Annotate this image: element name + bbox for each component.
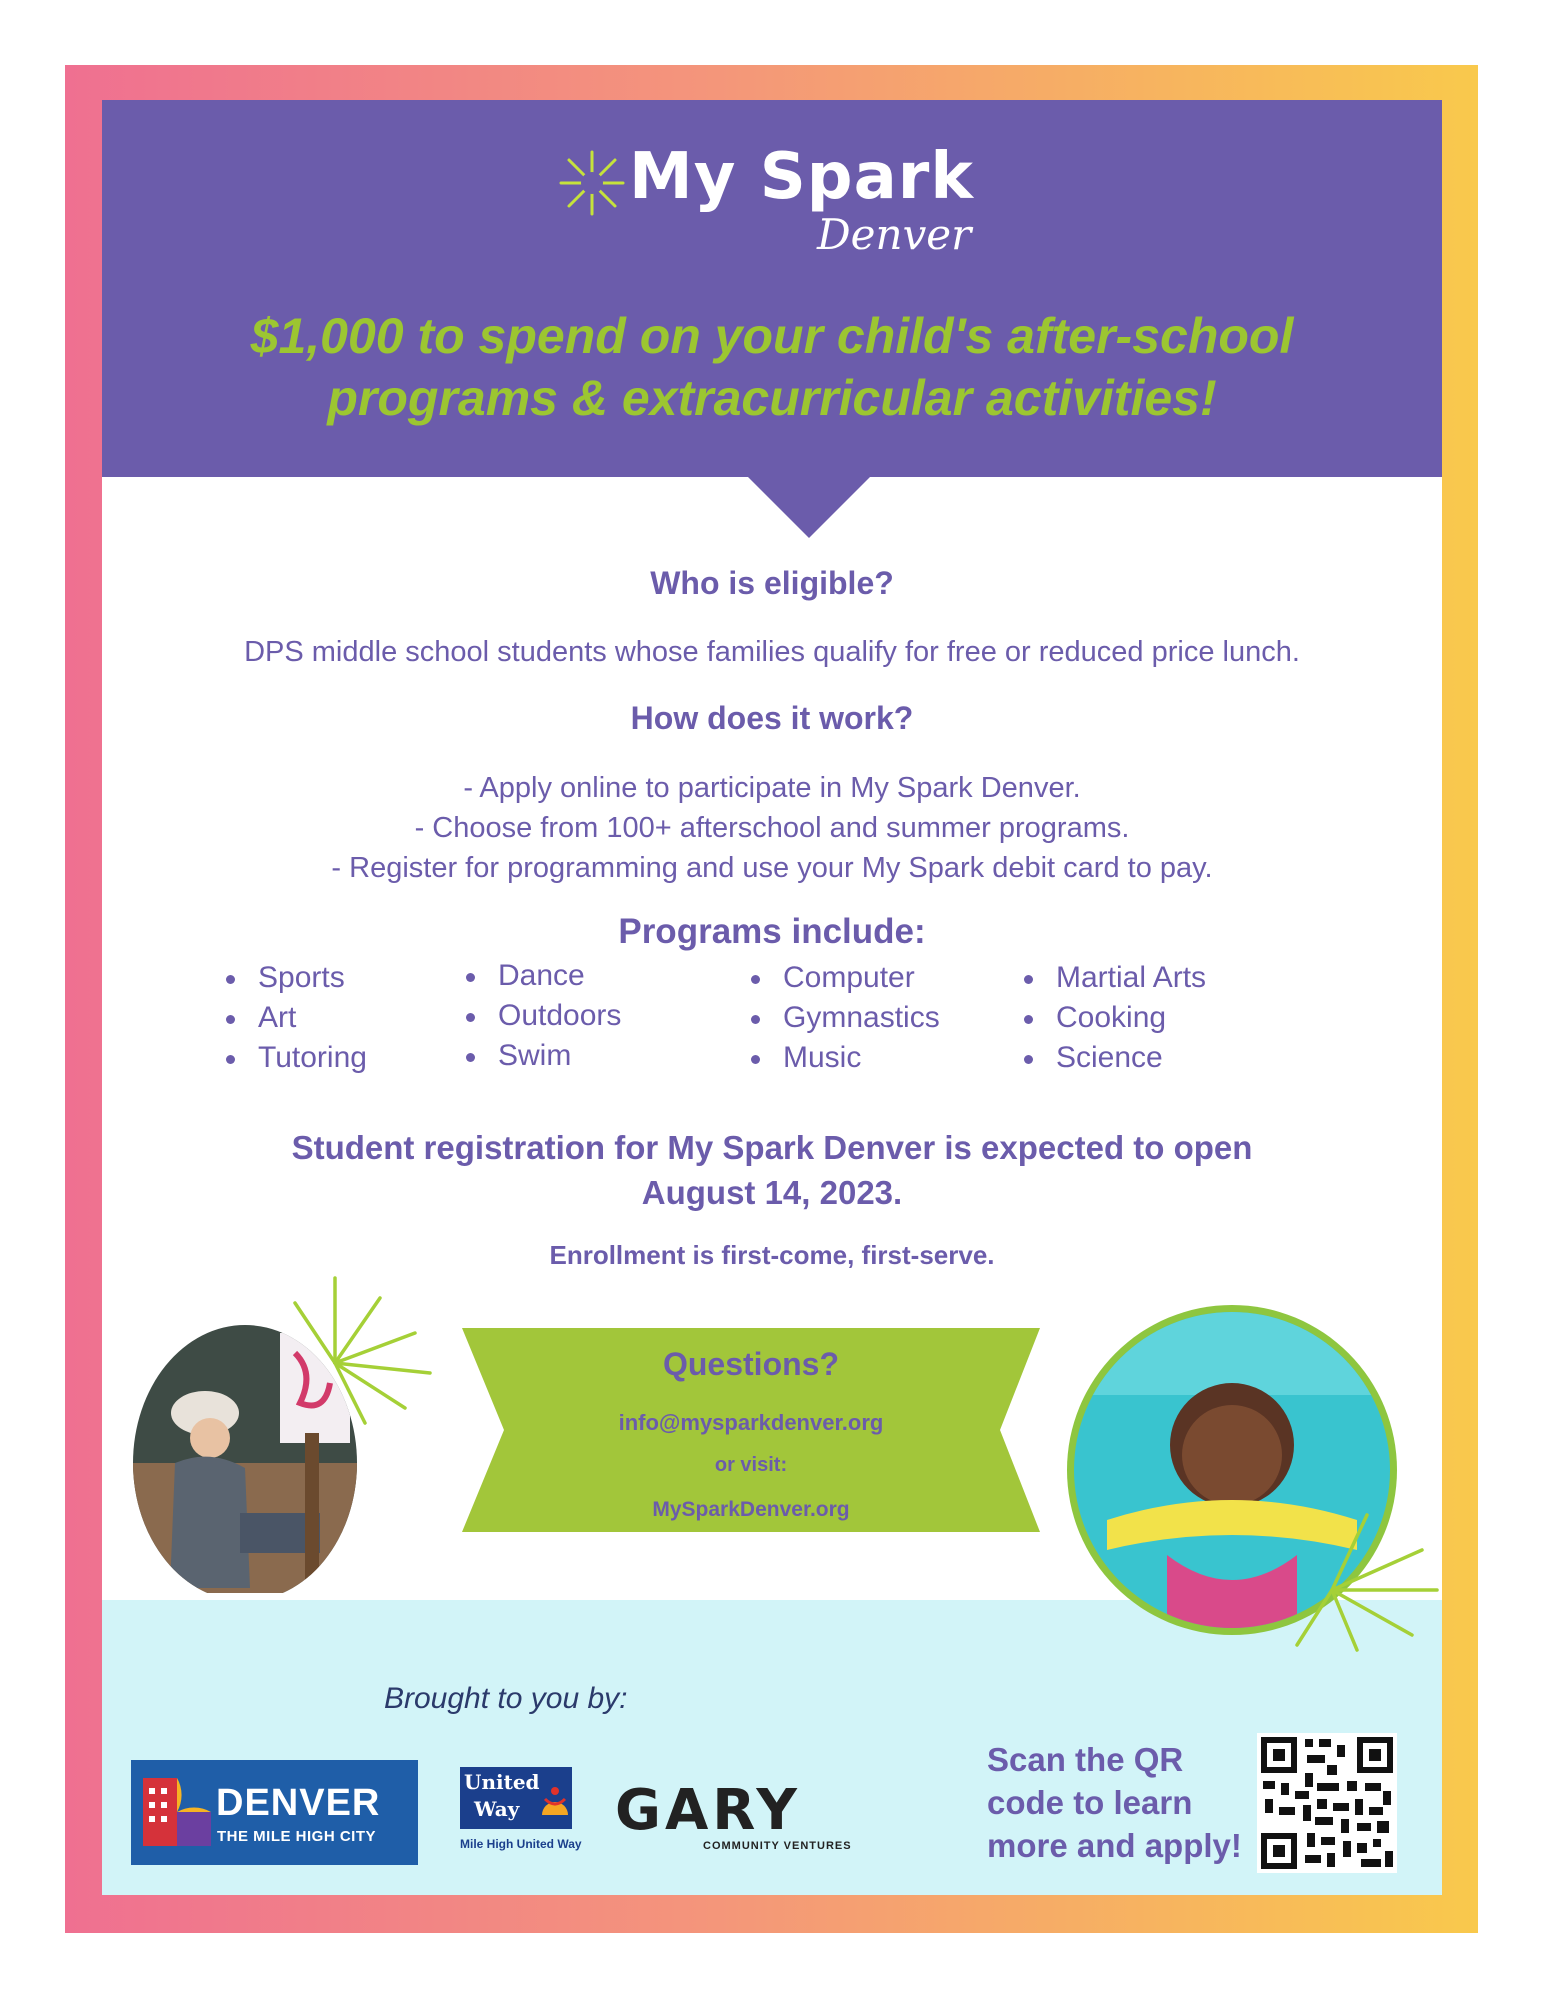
registration-notice: [102, 1125, 1442, 1215]
denver-wordmark: DENVER: [216, 1782, 381, 1824]
brought-to-you-by: Brought to you by:: [384, 1682, 628, 1715]
denver-logo: [131, 1760, 418, 1865]
step-item: - Register for programming and use your My Spark debit card to pay.: [331, 852, 1213, 884]
header-pointer: [746, 475, 872, 538]
registration-line-1: Student registration for My Spark Denver is expected to open: [291, 1129, 1253, 1166]
united-way-box: [460, 1767, 572, 1829]
painter-photo: [130, 1263, 460, 1593]
gary-tagline: COMMUNITY VENTURES: [703, 1840, 852, 1852]
denver-tagline: THE MILE HIGH CITY: [217, 1828, 376, 1845]
program-item: Dance: [462, 956, 621, 996]
logo-wordmark: My Spark: [629, 140, 974, 214]
contact-email[interactable]: info@mysparkdenver.org: [618, 1410, 884, 1435]
gary-logo: [615, 1772, 865, 1852]
eligibility-heading: Who is eligible?: [650, 565, 894, 601]
programs-column-1: [222, 958, 367, 1078]
headline-line-2: programs & extracurricular activities!: [327, 370, 1217, 426]
my-spark-denver-logo: [557, 140, 977, 290]
united-way-line-2: Way: [474, 1797, 520, 1821]
qr-code-graphic: [1257, 1733, 1397, 1873]
program-item: Art: [222, 998, 367, 1038]
programs-column-3: [747, 958, 940, 1078]
program-item: Swim: [462, 1036, 621, 1076]
registration-date: August 14, 2023.: [641, 1174, 903, 1211]
united-way-logo: [460, 1767, 582, 1857]
eligibility-text: DPS middle school students whose families qualify for free or reduced price lunch.: [244, 636, 1300, 668]
program-item: Science: [1020, 1038, 1206, 1078]
scan-qr-text: [987, 1738, 1257, 1867]
united-way-hand-icon: [540, 1781, 570, 1815]
programs-column-4: [1020, 958, 1206, 1078]
website-link[interactable]: MySparkDenver.org: [652, 1498, 850, 1521]
or-visit-label: or visit:: [714, 1454, 788, 1476]
program-item: Sports: [222, 958, 367, 998]
gary-wordmark: GARY: [615, 1778, 801, 1843]
program-item: Outdoors: [462, 996, 621, 1036]
questions-heading: Questions?: [662, 1346, 839, 1382]
headline-line-1: $1,000 to spend on your child's after-school: [250, 308, 1294, 364]
program-item: Gymnastics: [747, 998, 940, 1038]
denver-emblem-icon: [143, 1778, 211, 1846]
questions-banner: [462, 1328, 1040, 1532]
program-item: Tutoring: [222, 1038, 367, 1078]
spark-icon: [557, 148, 627, 218]
united-way-caption: Mile High United Way: [460, 1837, 582, 1851]
logo-subtitle: Denver: [817, 210, 972, 259]
scan-line-3: more and apply!: [987, 1827, 1242, 1864]
program-item: Martial Arts: [1020, 958, 1206, 998]
program-item: Computer: [747, 958, 940, 998]
step-item: - Choose from 100+ afterschool and summer programs.: [414, 812, 1130, 844]
step-item: - Apply online to participate in My Spark Denver.: [463, 772, 1081, 804]
united-way-line-1: United: [464, 1770, 540, 1794]
enrollment-note: Enrollment is first-come, first-serve.: [549, 1240, 995, 1270]
programs-column-2: [462, 956, 621, 1076]
qr-code[interactable]: [1257, 1733, 1397, 1873]
swimmer-photo: [1067, 1305, 1442, 1655]
how-it-works-steps: [102, 768, 1442, 888]
scan-line-1: Scan the QR: [987, 1741, 1184, 1778]
flyer: [102, 100, 1442, 1895]
program-item: Music: [747, 1038, 940, 1078]
header-banner: [102, 100, 1442, 477]
program-item: Cooking: [1020, 998, 1206, 1038]
how-it-works-heading: How does it work?: [630, 700, 914, 736]
scan-line-2: code to learn: [987, 1784, 1193, 1821]
headline: [142, 305, 1402, 429]
programs-heading: Programs include:: [618, 912, 926, 951]
